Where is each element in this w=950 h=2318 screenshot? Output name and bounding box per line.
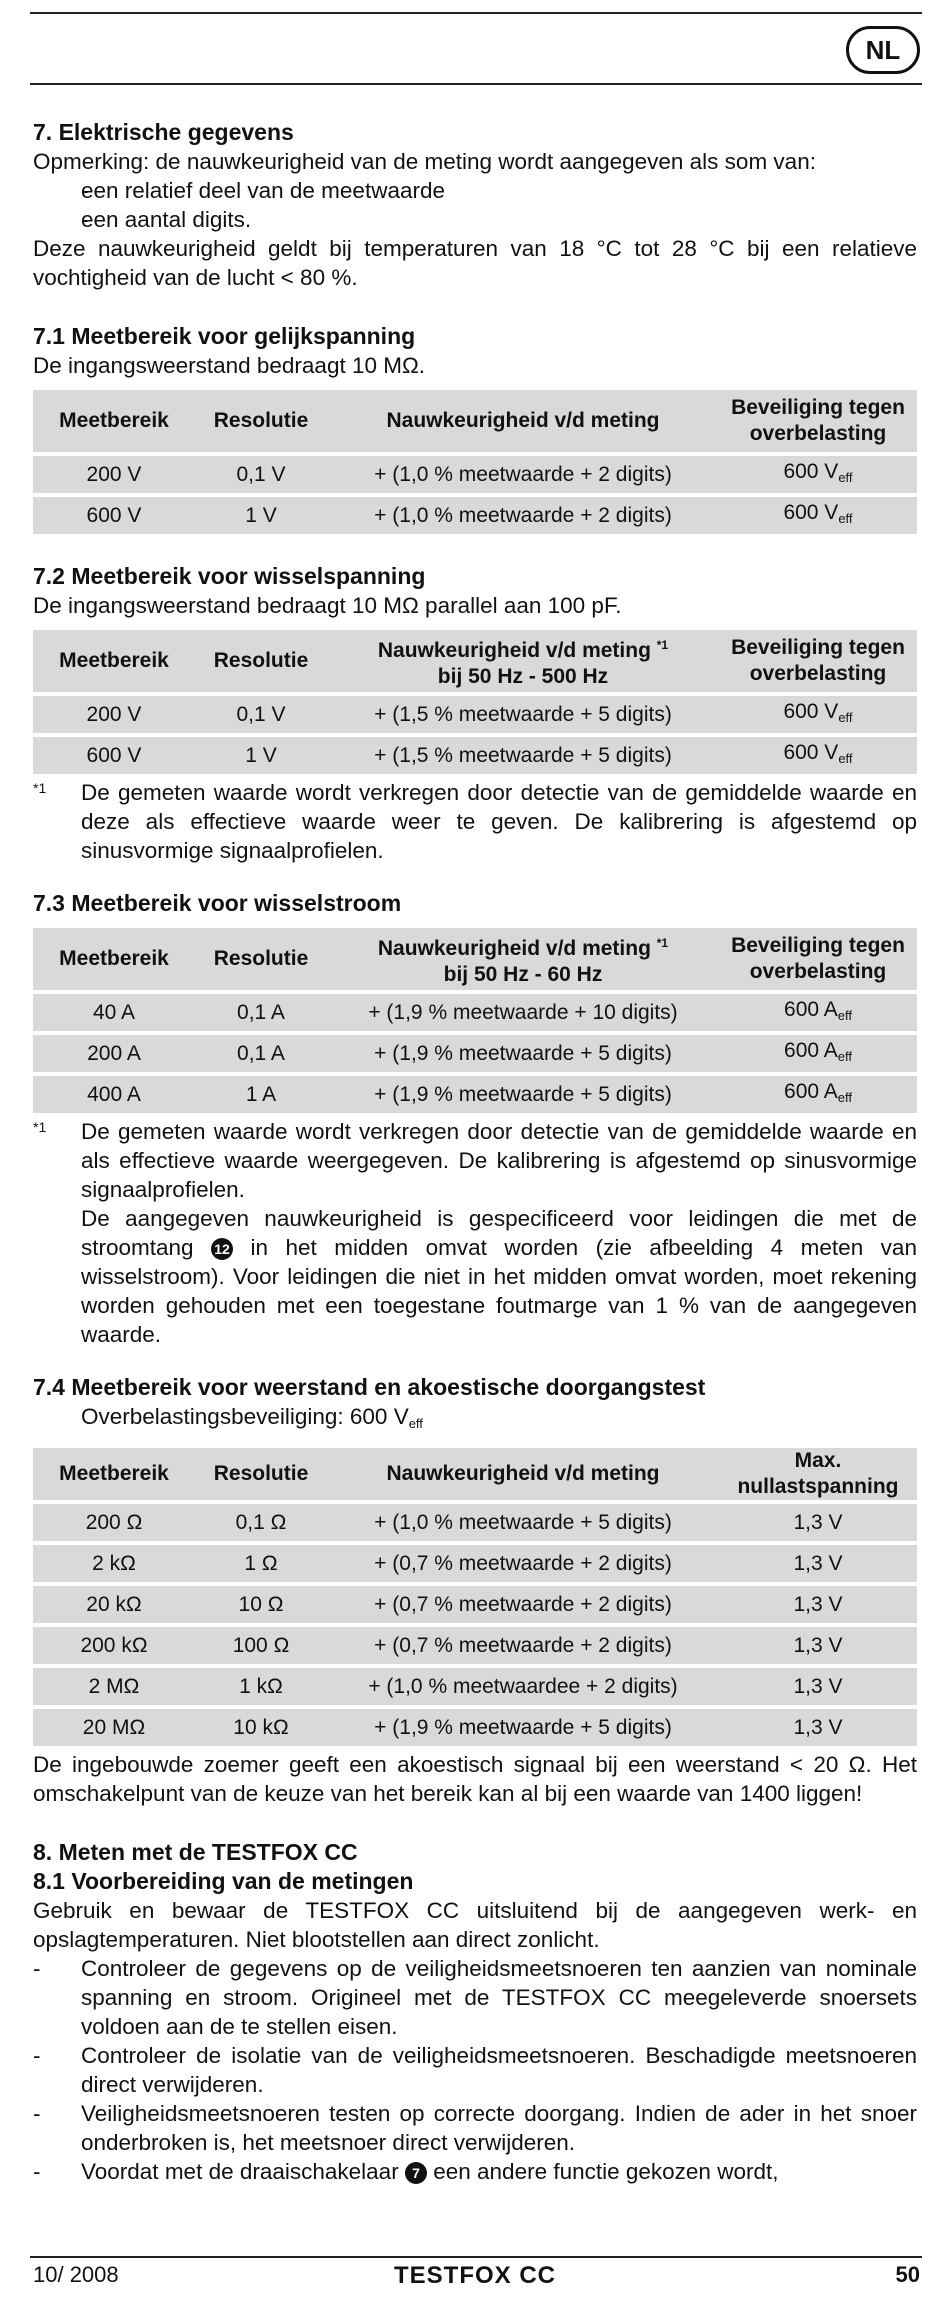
col-protection: Beveiliging tegen overbelasting <box>719 928 917 990</box>
cell-accuracy: + (0,7 % meetwaarde + 2 digits) <box>327 1586 719 1623</box>
page-content <box>33 118 917 2186</box>
protection-sub: eff <box>838 470 853 485</box>
footnote-text: De gemeten waarde wordt verkregen door detectie van de gemiddelde waarde en deze als effectieve waarde weer te geven. De kalibrering is afgestemd op sinusvormige signaalprofielen. <box>81 780 917 863</box>
protection-value: 600 A <box>784 1039 838 1062</box>
protection-text: Overbelastingsbeveiliging: 600 V <box>81 1404 409 1429</box>
cell-accuracy: + (1,9 % meetwaarde + 10 digits) <box>327 994 719 1031</box>
table-header-row <box>33 928 917 990</box>
col-resolution: Resolutie <box>195 1448 327 1500</box>
section-7-title: 7. Elektrische gegevens <box>33 119 294 145</box>
protection-sub: eff <box>837 1008 852 1023</box>
page-number: 50 <box>895 2262 920 2287</box>
footnote-mark: *1 <box>656 936 669 950</box>
list-item: - een aantal digits. <box>33 205 917 234</box>
cell-accuracy: + (1,0 % meetwaarde + 2 digits) <box>327 497 719 534</box>
cell-resolution: 0,1 A <box>195 994 327 1031</box>
language-badge: NL <box>846 26 920 74</box>
col-accuracy <box>327 630 719 692</box>
protection-value: 600 V <box>783 460 839 483</box>
section-8-1-title: 8.1 Voorbereiding van de metingen <box>33 1868 414 1894</box>
list-item-text: Voordat met de draaischakelaar <box>81 2159 399 2184</box>
header-rule-bottom <box>30 83 922 85</box>
list-item <box>33 2157 917 2186</box>
cell-voltage: 1,3 V <box>719 1504 917 1541</box>
component-ref-7-icon: 7 <box>405 2162 427 2184</box>
protection-sub: eff <box>838 751 853 766</box>
cell-range: 600 V <box>33 737 195 774</box>
section-8-1-intro: Gebruik en bewaar de TESTFOX CC uitsluitend bij de aangegeven werk- en opslagtemperaturen. Niet blootstellen aan direct zonlicht. <box>33 1898 917 1952</box>
section-7-temperature: Deze nauwkeurigheid geldt bij temperaturen van 18 °C tot 28 °C bij een relatieve vochtigheid van de lucht < 80 %. <box>33 236 917 290</box>
section-7-2-intro: De ingangsweerstand bedraagt 10 MΩ parallel aan 100 pF. <box>33 593 622 618</box>
col-resolution: Resolutie <box>195 630 327 692</box>
list-item: - een relatief deel van de meetwaarde <box>33 176 917 205</box>
table-header-row <box>33 1448 917 1500</box>
footnote-text-part: De aangegeven nauwkeurigheid is gespecificeerd voor leidingen die met de stroomtang <box>81 1206 917 1260</box>
ac-current-table <box>33 924 917 1117</box>
protection-sub: eff <box>838 511 853 526</box>
footer-date: 10/ 2008 <box>33 2262 119 2287</box>
cell-protection <box>719 456 917 493</box>
section-7-4-title: 7.4 Meetbereik voor weerstand en akoestische doorgangstest <box>33 1374 706 1400</box>
list-item-text: een andere functie gekozen wordt, <box>433 2159 779 2184</box>
cell-range: 40 A <box>33 994 195 1031</box>
footer-rule <box>30 2256 922 2258</box>
footnote-mark: *1 <box>656 638 669 652</box>
cell-resolution: 1 A <box>195 1076 327 1113</box>
protection-sub: eff <box>838 710 853 725</box>
cell-accuracy: + (1,0 % meetwaarde + 5 digits) <box>327 1504 719 1541</box>
protection-sub: eff <box>408 1416 423 1431</box>
table-row <box>33 456 917 493</box>
dc-voltage-table <box>33 386 917 538</box>
col-range: Meetbereik <box>33 928 195 990</box>
protection-value: 600 V <box>783 741 839 764</box>
list-item: - Controleer de isolatie van de veiligheidsmeetsnoeren. Beschadigde meetsnoeren direct verwijderen. <box>33 2041 917 2099</box>
cell-protection <box>719 1035 917 1072</box>
section-7-3-title: 7.3 Meetbereik voor wisselstroom <box>33 890 402 916</box>
cell-protection <box>719 497 917 534</box>
cell-resolution: 1 V <box>195 497 327 534</box>
protection-value: 600 V <box>783 501 839 524</box>
cell-range: 400 A <box>33 1076 195 1113</box>
cell-resolution: 10 Ω <box>195 1586 327 1623</box>
cell-resolution: 1 Ω <box>195 1545 327 1582</box>
cell-accuracy: + (0,7 % meetwaarde + 2 digits) <box>327 1545 719 1582</box>
accuracy-heading: Nauwkeurigheid v/d meting <box>377 639 651 662</box>
cell-range: 200 A <box>33 1035 195 1072</box>
cell-resolution: 100 Ω <box>195 1627 327 1664</box>
cell-range: 200 V <box>33 696 195 733</box>
header-rule-top <box>30 12 922 14</box>
cell-range: 200 kΩ <box>33 1627 195 1664</box>
ac-voltage-table <box>33 626 917 778</box>
protection-sub: eff <box>837 1090 852 1105</box>
resistance-table <box>33 1444 917 1750</box>
table-header-row <box>33 390 917 452</box>
col-resolution: Resolutie <box>195 928 327 990</box>
component-ref-12-icon: 12 <box>211 1238 233 1260</box>
cell-range: 600 V <box>33 497 195 534</box>
cell-range: 20 MΩ <box>33 1709 195 1746</box>
cell-resolution: 0,1 A <box>195 1035 327 1072</box>
cell-protection <box>719 994 917 1031</box>
cell-protection <box>719 737 917 774</box>
table-row <box>33 1668 917 1705</box>
table-row <box>33 994 917 1031</box>
cell-accuracy: + (1,9 % meetwaarde + 5 digits) <box>327 1709 719 1746</box>
col-range: Meetbereik <box>33 630 195 692</box>
cell-accuracy: + (1,5 % meetwaarde + 5 digits) <box>327 696 719 733</box>
frequency-range: bij 50 Hz - 500 Hz <box>437 665 609 688</box>
section-8-title: 8. Meten met de TESTFOX CC <box>33 1839 358 1865</box>
footnote-text-2 <box>81 1204 917 1349</box>
accuracy-heading: Nauwkeurigheid v/d meting <box>377 937 651 960</box>
protection-sub: eff <box>837 1049 852 1064</box>
cell-accuracy: + (1,5 % meetwaarde + 5 digits) <box>327 737 719 774</box>
cell-accuracy: + (1,0 % meetwaarde + 2 digits) <box>327 456 719 493</box>
cell-accuracy: + (1,9 % meetwaarde + 5 digits) <box>327 1035 719 1072</box>
cell-range: 200 Ω <box>33 1504 195 1541</box>
cell-resolution: 0,1 V <box>195 696 327 733</box>
table-row <box>33 696 917 733</box>
footnote-text-part: in het midden omvat worden (zie afbeelding 4 meten van wisselstroom). Voor leidingen die niet in het midden omvat worden, moet rekening worden gehouden met een toegestane foutmarge van 1 % van de aangegeven waarde. <box>81 1235 917 1347</box>
cell-resolution: 1 kΩ <box>195 1668 327 1705</box>
table-row <box>33 1504 917 1541</box>
list-item: - Controleer de gegevens op de veiligheidsmeetsnoeren ten aanzien van nominale spanning en stroom. Origineel met de TESTFOX CC meegeleverde snoersets voldoen aan de te stellen eisen. <box>33 1954 917 2041</box>
table-row <box>33 1035 917 1072</box>
cell-voltage: 1,3 V <box>719 1668 917 1705</box>
table-row <box>33 737 917 774</box>
cell-resolution: 10 kΩ <box>195 1709 327 1746</box>
col-accuracy: Nauwkeurigheid v/d meting <box>327 390 719 452</box>
col-range: Meetbereik <box>33 390 195 452</box>
cell-accuracy: + (0,7 % meetwaarde + 2 digits) <box>327 1627 719 1664</box>
cell-accuracy: + (1,0 % meetwaardee + 2 digits) <box>327 1668 719 1705</box>
cell-protection <box>719 696 917 733</box>
cell-range: 2 MΩ <box>33 1668 195 1705</box>
table-row <box>33 1709 917 1746</box>
footer-brand: TESTFOX CC <box>393 2262 556 2289</box>
cell-voltage: 1,3 V <box>719 1545 917 1582</box>
section-7-list <box>33 176 917 234</box>
footnote-mark: *1 <box>33 1119 47 1135</box>
section-7-1-intro: De ingangsweerstand bedraagt 10 MΩ. <box>33 353 426 378</box>
section-7-2-title: 7.2 Meetbereik voor wisselspanning <box>33 563 426 589</box>
cell-protection <box>719 1076 917 1113</box>
cell-voltage: 1,3 V <box>719 1627 917 1664</box>
footnote-mark: *1 <box>33 780 47 796</box>
section-7-1-title: 7.1 Meetbereik voor gelijkspanning <box>33 323 416 349</box>
section-8-1-list <box>33 1954 917 2186</box>
table-row <box>33 1545 917 1582</box>
footnote-7-2 <box>33 778 917 865</box>
protection-value: 600 A <box>784 1080 838 1103</box>
table-row <box>33 497 917 534</box>
table-row <box>33 1627 917 1664</box>
section-7-remark: Opmerking: de nauwkeurigheid van de meting wordt aangegeven als som van: <box>33 149 816 174</box>
cell-accuracy: + (1,9 % meetwaarde + 5 digits) <box>327 1076 719 1113</box>
frequency-range: bij 50 Hz - 60 Hz <box>443 963 603 986</box>
col-range: Meetbereik <box>33 1448 195 1500</box>
protection-value: 600 V <box>783 700 839 723</box>
cell-range: 20 kΩ <box>33 1586 195 1623</box>
table-header-row <box>33 630 917 692</box>
col-protection: Beveiliging tegen overbelasting <box>719 630 917 692</box>
cell-resolution: 0,1 V <box>195 456 327 493</box>
col-accuracy <box>327 928 719 990</box>
overload-protection <box>33 1402 917 1438</box>
footnote-text: De gemeten waarde wordt verkregen door detectie van de gemiddelde waarde en als effectieve waarde weergegeven. De kalibrering is afgestemd op sinusvormige signaalprofielen. <box>81 1119 917 1202</box>
cell-resolution: 0,1 Ω <box>195 1504 327 1541</box>
list-item: - Veiligheidsmeetsnoeren testen op correcte doorgang. Indien de ader in het snoer onderbroken is, het meetsnoer direct verwijderen. <box>33 2099 917 2157</box>
cell-resolution: 1 V <box>195 737 327 774</box>
col-max-voltage: Max. nullastspanning <box>719 1448 917 1500</box>
col-protection: Beveiliging tegen overbelasting <box>719 390 917 452</box>
table-row <box>33 1586 917 1623</box>
col-resolution: Resolutie <box>195 390 327 452</box>
cell-range: 200 V <box>33 456 195 493</box>
footnote-7-3 <box>33 1117 917 1349</box>
cell-range: 2 kΩ <box>33 1545 195 1582</box>
table-row <box>33 1076 917 1113</box>
col-accuracy: Nauwkeurigheid v/d meting <box>327 1448 719 1500</box>
protection-value: 600 A <box>784 998 838 1021</box>
buzzer-note: De ingebouwde zoemer geeft een akoestisch signaal bij een weerstand < 20 Ω. Het omschakelpunt van de keuze van het bereik kan al bij een waarde van 1400 liggen! <box>33 1752 917 1806</box>
cell-voltage: 1,3 V <box>719 1586 917 1623</box>
cell-voltage: 1,3 V <box>719 1709 917 1746</box>
